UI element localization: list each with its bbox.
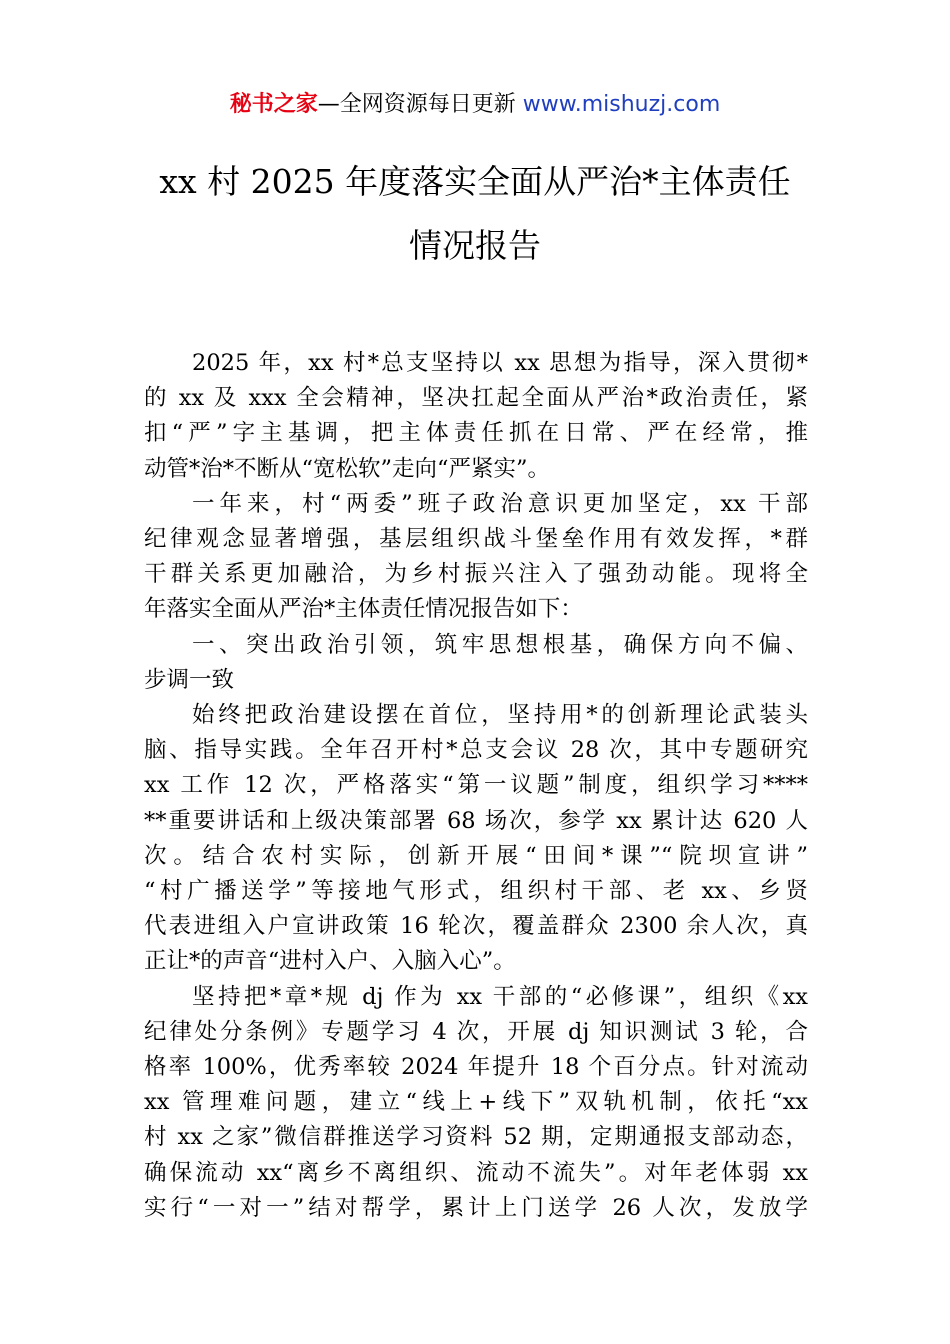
section-heading xyxy=(144,628,808,698)
paragraph-line: xx 管理难问题，建立“线上+线下”双轨机制，依托“xx xyxy=(144,1089,808,1116)
title-line-2: 情况报告 xyxy=(409,226,541,265)
paragraph-line: 纪律处分条例》专题学习 4 次，开展 dj 知识测试 3 轮，合 xyxy=(144,1018,808,1045)
site-header xyxy=(0,88,950,122)
paragraph-line: 干群关系更加融洽，为乡村振兴注入了强劲动能。现将全 xyxy=(144,561,808,588)
site-slogan: —全网资源每日更新 xyxy=(317,92,516,117)
document-title xyxy=(0,150,950,278)
section-heading-line: 一、突出政治引领，筑牢思想根基，确保方向不偏、 xyxy=(192,631,808,658)
site-brand: 秘书之家 xyxy=(229,92,318,117)
paragraph xyxy=(144,487,808,628)
document-body xyxy=(144,346,808,1226)
paragraph-line: 一年来，村“两委”班子政治意识更加坚定，xx 干部 xyxy=(192,490,808,517)
paragraph-line: 的 xx 及 xxx 全会精神，坚决扛起全面从严治*政治责任，紧 xyxy=(144,385,808,412)
paragraph-line: 动管*治*不断从“宽松软”走向“严紧实”。 xyxy=(144,455,551,482)
paragraph-line: 脑、指导实践。全年召开村*总支会议 28 次，其中专题研究 xyxy=(144,737,808,764)
paragraph-line: 纪律观念显著增强，基层组织战斗堡垒作用有效发挥，*群 xyxy=(144,526,808,553)
paragraph-line: 坚持把*章*规 dj 作为 xx 干部的“必修课”，组织《xx xyxy=(192,983,808,1010)
paragraph-line: 2025 年，xx 村*总支坚持以 xx 思想为指导，深入贯彻* xyxy=(192,350,808,376)
paragraph-line: 实行“一对一”结对帮学，累计上门送学 26 人次，发放学 xyxy=(144,1194,808,1221)
paragraph-line: 代表进组入户宣讲政策 16 轮次，覆盖群众 2300 余人次，真 xyxy=(144,913,808,940)
section-heading-line: 步调一致 xyxy=(144,666,235,693)
paragraph-line: 正让*的声音“进村入户、入脑入心”。 xyxy=(144,948,516,975)
paragraph-line: 确保流动 xx“离乡不离组织、流动不流失”。对年老体弱 xx xyxy=(144,1159,808,1186)
paragraph-line: 次。结合农村实际，创新开展“田间*课”“院坝宣讲” xyxy=(144,842,808,869)
paragraph-line: **重要讲话和上级决策部署 68 场次，参学 xx 累计达 620 人 xyxy=(144,807,808,834)
paragraph-line: 年落实全面从严治*主体责任情况报告如下： xyxy=(144,596,583,623)
paragraph-line: 格率 100%，优秀率较 2024 年提升 18 个百分点。针对流动 xyxy=(144,1054,808,1081)
site-url-link[interactable]: www.mishuzj.com xyxy=(522,92,721,117)
paragraph-line: 扣“严”字主基调，把主体责任抓在日常、严在经常，推 xyxy=(144,420,808,447)
paragraph-line: xx 工作 12 次，严格落实“第一议题”制度，组织学习**** xyxy=(144,772,808,799)
paragraph-line: 村 xx 之家”微信群推送学习资料 52 期，定期通报支部动态， xyxy=(144,1124,808,1151)
paragraph xyxy=(144,698,808,980)
paragraph-line: 始终把政治建设摆在首位，坚持用*的创新理论武装头 xyxy=(192,702,808,729)
title-line-1: xx 村 2025 年度落实全面从严治*主体责任 xyxy=(159,162,791,201)
paragraph-line: “村广播送学”等接地气形式，组织村干部、老 xx、乡贤 xyxy=(144,878,808,905)
paragraph xyxy=(144,346,808,487)
paragraph xyxy=(144,980,808,1226)
